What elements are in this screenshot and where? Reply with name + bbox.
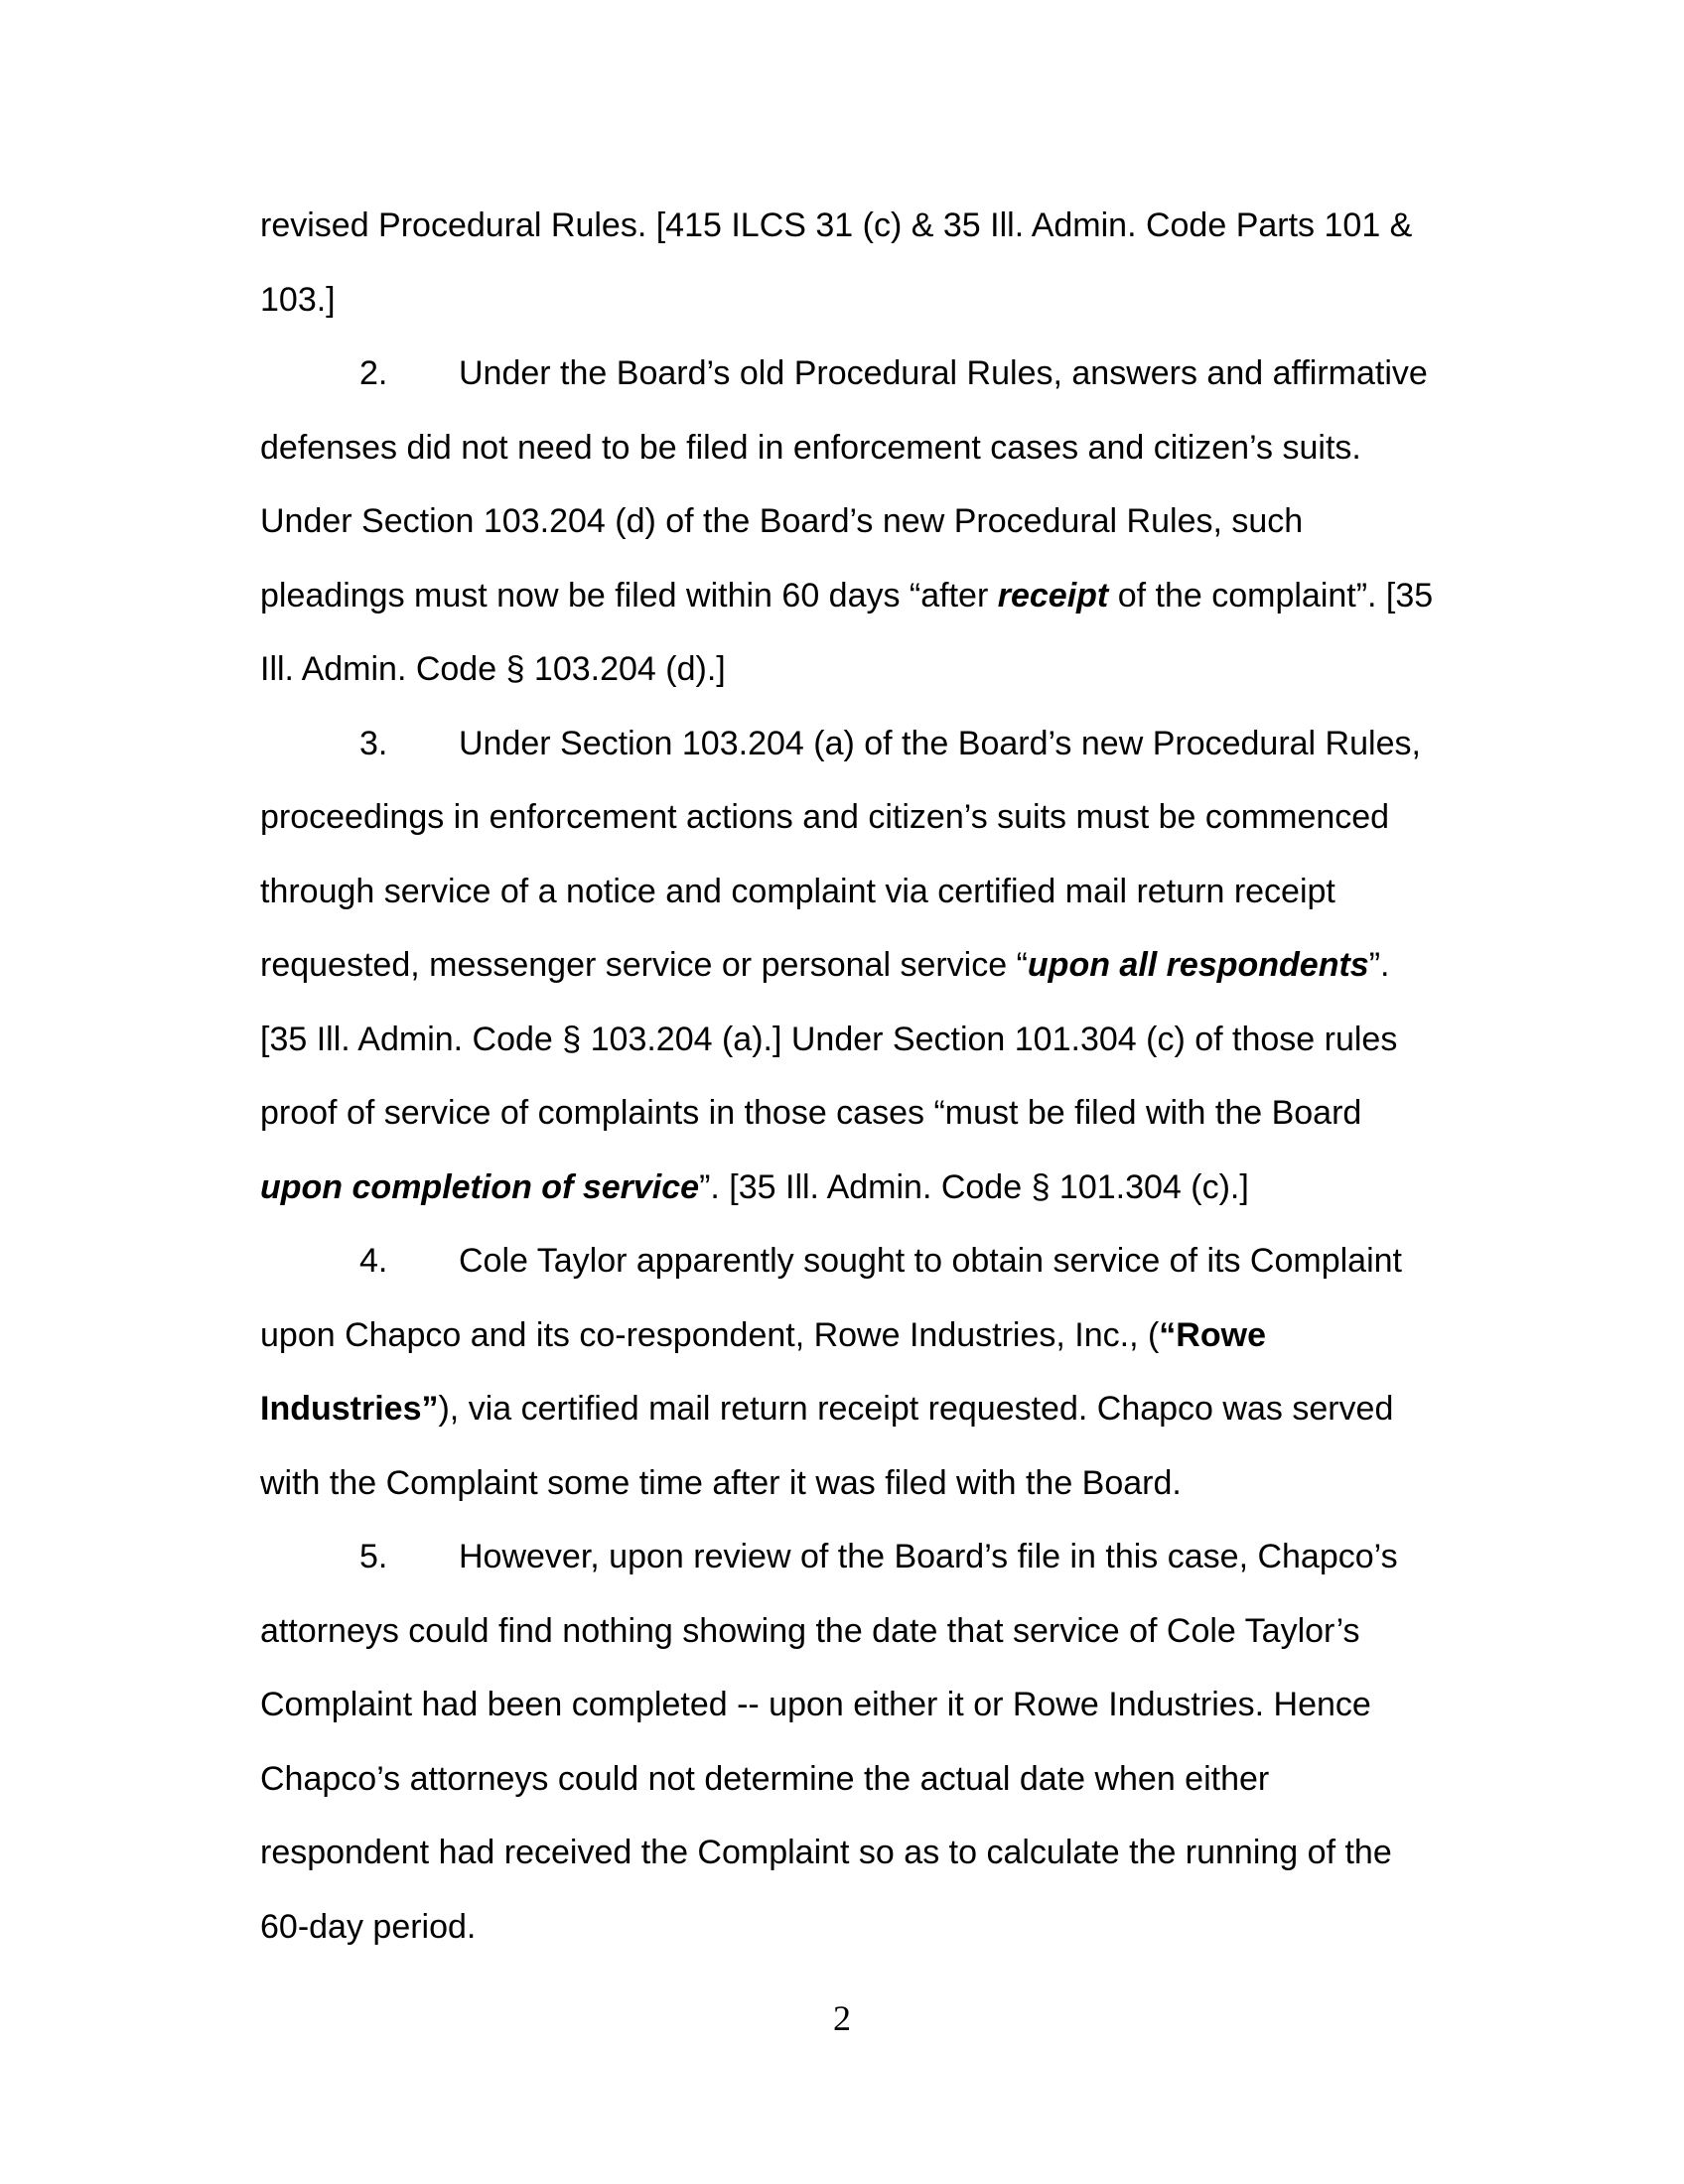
paragraph-4-number: 4.: [359, 1242, 388, 1280]
paragraph-3-text-a: Under Section 103.204 (a) of the Board’s new Procedural Rules, proceedings in enforcement actions and citizen’s suits must be commenced through service of a notice and complaint via certified mail return receipt requested, messenger service or personal service “: [260, 724, 1421, 984]
body-text: [260, 189, 1442, 1964]
paragraph-2-text-a: Under the Board’s old Procedural Rules, answers and affirmative defenses did not need to be filed in enforcement cases and citizen’s suits. Under Section 103.204 (d) of the Board’s new Procedural Rules, such pleadings must now be filed within 60 days “after: [260, 354, 1428, 614]
paragraph-3-text-b: ”. [35 Ill. Admin. Code § 103.204 (a).] Under Section 101.304 (c) of those rules proof of service of complaints in those cases “must be filed with the Board: [260, 946, 1398, 1132]
page-number: 2: [833, 1998, 851, 2038]
paragraph-4: [260, 1224, 1442, 1520]
paragraph-3: [260, 707, 1442, 1225]
paragraph-5-number: 5.: [359, 1538, 388, 1575]
paragraph-2-number: 2.: [359, 354, 388, 392]
paragraph-1-text: revised Procedural Rules. [415 ILCS 31 (c) & 35 Ill. Admin. Code Parts 101 & 103.]: [260, 206, 1413, 319]
paragraph-5: [260, 1520, 1442, 1964]
paragraph-2: [260, 337, 1442, 707]
paragraph-2-text-b: of the complaint”. [35 Ill. Admin. Code § 103.204 (d).]: [260, 576, 1434, 688]
paragraph-3-number: 3.: [359, 724, 388, 762]
paragraph-1-continuation: [260, 189, 1442, 337]
paragraph-3-emphasis-completion: upon completion of service: [260, 1167, 700, 1206]
paragraph-2-emphasis-receipt: receipt: [997, 576, 1109, 614]
paragraph-4-text-a: Cole Taylor apparently sought to obtain service of its Complaint upon Chapco and its co-respondent, Rowe Industries, Inc., (: [260, 1242, 1402, 1354]
paragraph-4-defined-term: “Rowe Industries”: [260, 1315, 1266, 1428]
paragraph-3-text-c: ”. [35 Ill. Admin. Code § 101.304 (c).]: [699, 1167, 1249, 1206]
paragraph-5-text: However, upon review of the Board’s file in this case, Chapco’s attorneys could find nothing showing the date that service of Cole Taylor’s Complaint had been completed -- upon either it or Rowe Industries. Hence Chapco’s attorneys could not determine the actual date when either respondent had received the Complaint so as to calculate the running of the 60-day period.: [260, 1538, 1398, 1946]
paragraph-3-emphasis-all-respondents: upon all respondents: [1027, 946, 1369, 984]
paragraph-4-text-b: ), via certified mail return receipt requested. Chapco was served with the Complaint some time after it was filed with the Board.: [260, 1390, 1394, 1502]
